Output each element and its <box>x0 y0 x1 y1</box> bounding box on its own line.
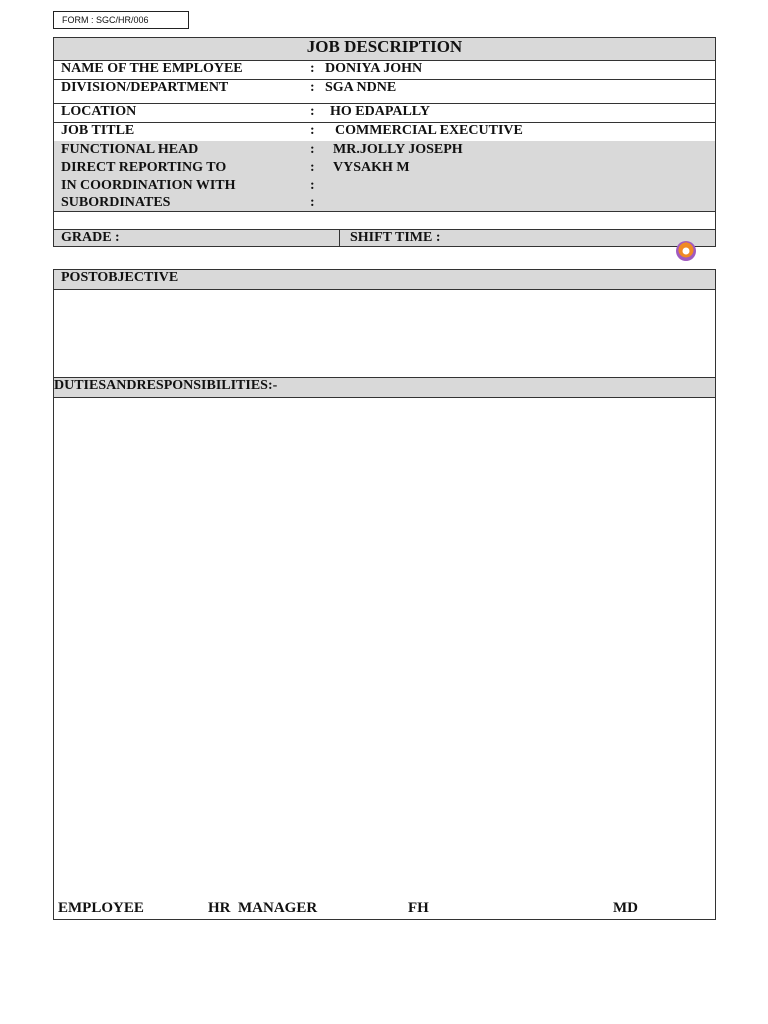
field-colon: : <box>310 61 315 76</box>
field-colon: : <box>310 104 315 119</box>
field-row-coordination <box>53 177 716 195</box>
signature-hr-manager: HR MANAGER <box>208 900 318 916</box>
field-colon: : <box>310 142 315 157</box>
post-objective-header: POSTOBJECTIVE <box>53 269 716 290</box>
field-colon: : <box>310 160 315 175</box>
grade-shift-bar <box>53 229 716 247</box>
field-row-job-title <box>53 122 716 142</box>
field-label: FUNCTIONAL HEAD <box>61 142 199 157</box>
field-label: NAME OF THE EMPLOYEE <box>61 61 243 76</box>
field-label: JOB TITLE <box>61 123 135 138</box>
field-value: SGA NDNE <box>325 80 397 95</box>
post-objective-body <box>53 289 716 378</box>
company-logo-icon <box>674 238 698 262</box>
duties-body <box>53 397 716 920</box>
field-colon: : <box>310 195 315 210</box>
field-label: DIRECT REPORTING TO <box>61 160 227 175</box>
field-row-reporting-to <box>53 159 716 178</box>
shift-time-label: SHIFT TIME : <box>350 230 441 245</box>
field-label: DIVISION/DEPARTMENT <box>61 80 229 95</box>
column-divider <box>339 230 340 246</box>
field-row-subordinates <box>53 194 716 212</box>
signature-employee: EMPLOYEE <box>58 900 144 916</box>
field-value: HO EDAPALLY <box>330 104 430 119</box>
field-value: VYSAKH M <box>333 160 410 175</box>
field-value: COMMERCIAL EXECUTIVE <box>335 123 523 138</box>
field-row-employee-name <box>53 60 716 80</box>
duties-header: DUTIESANDRESPONSIBILITIES:- <box>53 377 716 398</box>
field-value: DONIYA JOHN <box>325 61 423 76</box>
field-label: IN COORDINATION WITH <box>61 178 236 193</box>
field-value: MR.JOLLY JOSEPH <box>333 142 463 157</box>
field-label: SUBORDINATES <box>61 195 171 210</box>
field-colon: : <box>310 178 315 193</box>
spacer-row <box>53 211 716 230</box>
field-row-functional-head <box>53 141 716 160</box>
field-row-division <box>53 79 716 104</box>
document-title: JOB DESCRIPTION <box>53 37 716 61</box>
signature-fh: FH <box>408 900 429 916</box>
field-row-location <box>53 103 716 123</box>
form-code: FORM : SGC/HR/006 <box>53 11 189 29</box>
field-colon: : <box>310 80 315 95</box>
grade-label: GRADE : <box>61 230 120 245</box>
field-colon: : <box>310 123 315 138</box>
field-label: LOCATION <box>61 104 137 119</box>
signature-md: MD <box>613 900 638 916</box>
